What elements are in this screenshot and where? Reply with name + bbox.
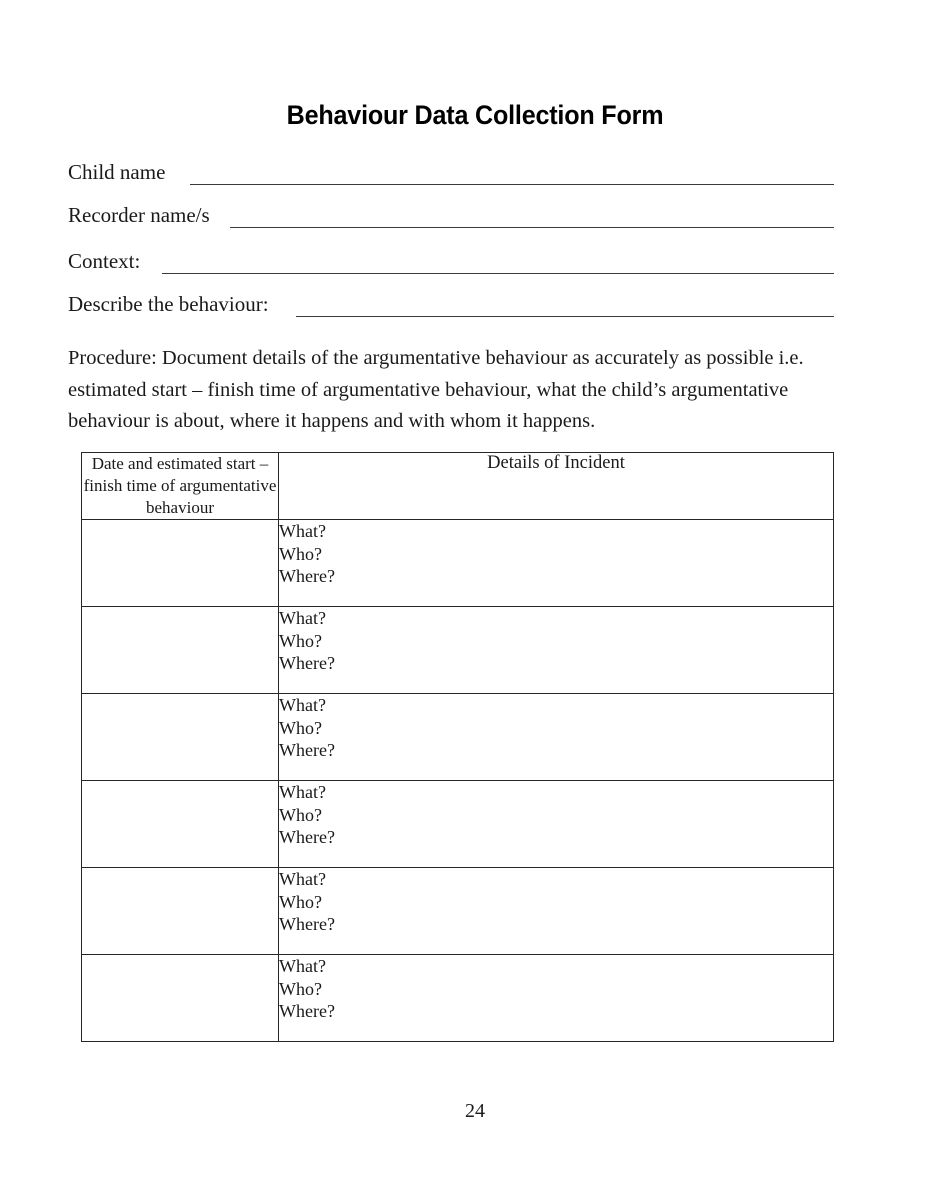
cell-details[interactable]: [279, 694, 834, 781]
column-header-date-time: Date and estimated start – finish time of argumentative behaviour: [82, 453, 279, 520]
page-title: Behaviour Data Collection Form: [286, 100, 664, 130]
prompt-who: Who?: [279, 804, 322, 825]
prompt-where: Where?: [279, 827, 335, 847]
form-field-recorder-names: [68, 203, 834, 229]
field-writeline-recorder-names[interactable]: [230, 227, 834, 228]
prompt-where: Where?: [279, 740, 335, 760]
cell-details[interactable]: [279, 868, 834, 955]
table-row: [82, 781, 834, 868]
cell-date-time[interactable]: [82, 955, 279, 1042]
field-label-describe-behaviour: Describe the behaviour:: [68, 292, 269, 316]
cell-date-time[interactable]: [82, 694, 279, 781]
prompt-where: Where?: [279, 1001, 335, 1021]
cell-date-time[interactable]: [82, 868, 279, 955]
field-label-child-name: Child name: [68, 160, 166, 184]
prompt-who: Who?: [279, 891, 322, 912]
prompt-who: Who?: [279, 630, 322, 651]
form-field-context: [68, 249, 834, 275]
cell-details[interactable]: [279, 607, 834, 694]
incident-log-table: [81, 452, 834, 1042]
field-writeline-context[interactable]: [162, 273, 834, 274]
prompt-where: Where?: [279, 566, 335, 586]
form-field-describe-behaviour: [68, 292, 834, 318]
table-row: [82, 868, 834, 955]
prompt-who: Who?: [279, 978, 322, 999]
field-writeline-describe-behaviour[interactable]: [296, 316, 834, 317]
table-row: [82, 955, 834, 1042]
cell-details[interactable]: [279, 520, 834, 607]
cell-date-time[interactable]: [82, 607, 279, 694]
table-body: [82, 520, 834, 1042]
procedure-paragraph: Procedure: Document details of the argumentative behaviour as accurately as possible i.e. estimated start – finish time of argumentative behaviour, what the child’s argumentative behaviour is about, where it happens and with whom it happens.: [68, 347, 804, 432]
prompt-who: Who?: [279, 717, 322, 738]
prompt-who: Who?: [279, 543, 322, 564]
cell-details[interactable]: [279, 955, 834, 1042]
prompt-what: What?: [279, 782, 326, 802]
table-row: [82, 607, 834, 694]
table-header-row: [82, 453, 834, 520]
field-label-context: Context:: [68, 249, 141, 273]
cell-date-time[interactable]: [82, 520, 279, 607]
table-row: [82, 520, 834, 607]
field-label-recorder-names: Recorder name/s: [68, 203, 210, 227]
prompt-what: What?: [279, 869, 326, 889]
prompt-where: Where?: [279, 653, 335, 673]
column-header-details: Details of Incident: [279, 453, 834, 520]
cell-details[interactable]: [279, 781, 834, 868]
field-writeline-child-name[interactable]: [190, 184, 834, 185]
prompt-what: What?: [279, 956, 326, 976]
prompt-what: What?: [279, 695, 326, 715]
prompt-what: What?: [279, 608, 326, 628]
form-field-child-name: [68, 160, 834, 186]
prompt-what: What?: [279, 521, 326, 541]
table-row: [82, 694, 834, 781]
page-number: 24: [465, 1100, 485, 1122]
prompt-where: Where?: [279, 914, 335, 934]
cell-date-time[interactable]: [82, 781, 279, 868]
